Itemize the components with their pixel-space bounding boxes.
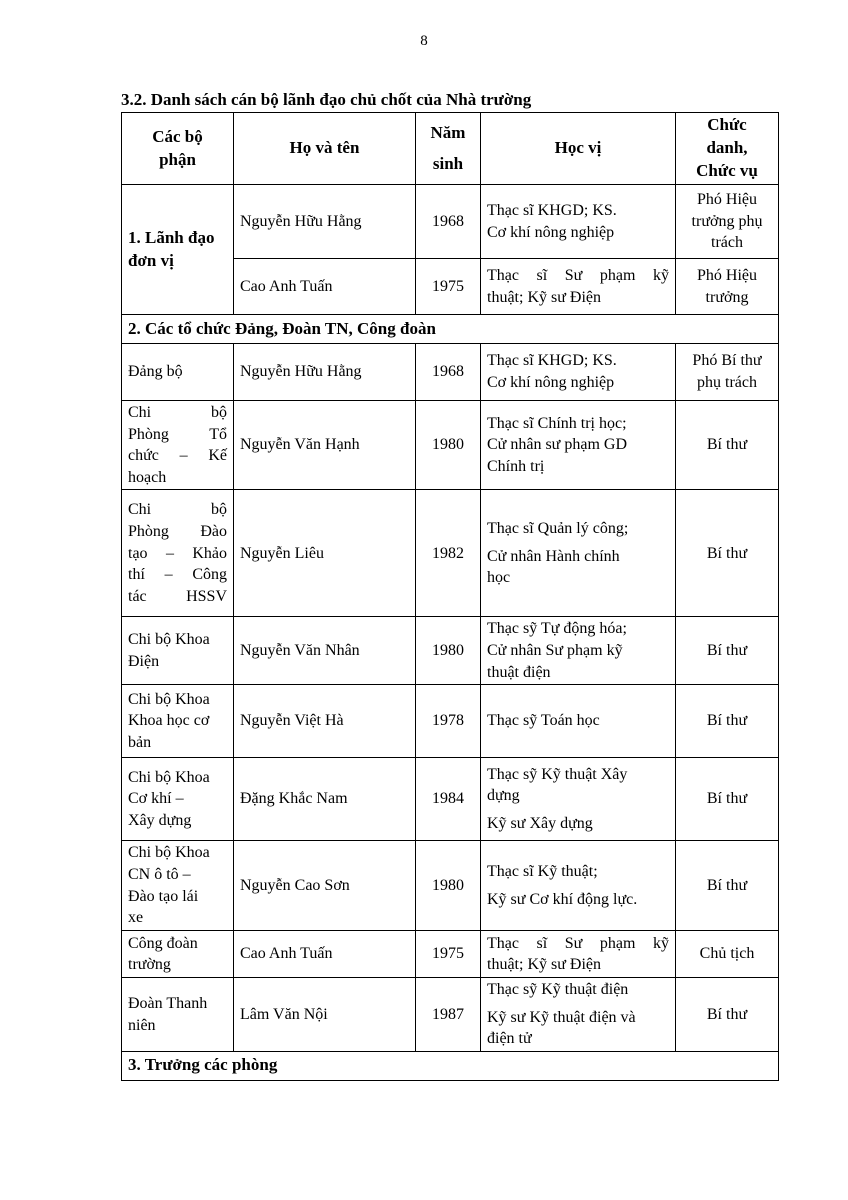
birth-year: 1984 (416, 758, 481, 841)
group-header-row (122, 315, 779, 344)
table-row (122, 931, 779, 978)
position-title: Bí thư (676, 758, 779, 841)
unit-name: Đoàn Thanh niên (122, 978, 234, 1052)
table-row (122, 490, 779, 617)
table-row (122, 758, 779, 841)
header-year: Năm sinh (416, 113, 481, 185)
degree: Thạc sĩ KHGD; KS. Cơ khí nông nghiệp (481, 185, 676, 259)
position-title: Bí thư (676, 841, 779, 931)
unit-name: Chi bộ Khoa Điện (122, 617, 234, 685)
position-title: Bí thư (676, 617, 779, 685)
unit-name: Chi bộ Phòng Tổ chức – Kế hoạch (122, 401, 234, 490)
leader-name: Nguyễn Văn Hạnh (234, 401, 416, 490)
unit-name: Công đoàn trường (122, 931, 234, 978)
leader-name: Cao Anh Tuấn (234, 931, 416, 978)
birth-year: 1975 (416, 259, 481, 315)
degree: Thạc sĩ Chính trị học; Cử nhân sư phạm GD Chính trị (481, 401, 676, 490)
leader-name: Nguyễn Hữu Hằng (234, 344, 416, 401)
position-title: Chủ tịch (676, 931, 779, 978)
header-unit: Các bộ phận (122, 113, 234, 185)
birth-year: 1987 (416, 978, 481, 1052)
unit-name: Chi bộ Khoa Cơ khí – Xây dựng (122, 758, 234, 841)
table-row (122, 617, 779, 685)
table-row (122, 185, 779, 259)
group-header-row (122, 1051, 779, 1080)
position-title: Phó Bí thư phụ trách (676, 344, 779, 401)
table-row (122, 401, 779, 490)
leaders-table (121, 112, 779, 1081)
leader-name: Nguyễn Liêu (234, 490, 416, 617)
birth-year: 1980 (416, 841, 481, 931)
degree: Thạc sĩ KHGD; KS. Cơ khí nông nghiệp (481, 344, 676, 401)
leader-name: Nguyễn Văn Nhân (234, 617, 416, 685)
degree: Thạc sĩ Sư phạm kỹ thuật; Kỹ sư Điện (481, 931, 676, 978)
degree: Thạc sĩ Sư phạm kỹ thuật; Kỹ sư Điện (481, 259, 676, 315)
leader-name: Nguyễn Việt Hà (234, 685, 416, 758)
unit-name: Chi bộ Khoa Khoa học cơ bản (122, 685, 234, 758)
birth-year: 1975 (416, 931, 481, 978)
position-title: Bí thư (676, 978, 779, 1052)
birth-year: 1968 (416, 344, 481, 401)
birth-year: 1980 (416, 617, 481, 685)
birth-year: 1982 (416, 490, 481, 617)
group1-label: 1. Lãnh đạo đơn vị (122, 185, 234, 315)
position-title: Phó Hiệu trưởng (676, 259, 779, 315)
degree: Thạc sỹ Toán học (481, 685, 676, 758)
group2-label: 2. Các tổ chức Đảng, Đoàn TN, Công đoàn (122, 315, 779, 344)
table-row (122, 344, 779, 401)
unit-name: Chi bộ Khoa CN ô tô – Đào tạo lái xe (122, 841, 234, 931)
table-header-row (122, 113, 779, 185)
table-row (122, 841, 779, 931)
degree: Thạc sỹ Tự động hóa; Cử nhân Sư phạm kỹ thuật điện (481, 617, 676, 685)
leader-name: Lâm Văn Nội (234, 978, 416, 1052)
leader-name: Nguyễn Hữu Hằng (234, 185, 416, 259)
unit-name: Đảng bộ (122, 344, 234, 401)
unit-name: Chi bộ Phòng Đào tạo – Khảo thí – Công tác HSSV (122, 490, 234, 617)
degree: Thạc sỹ Kỹ thuật Xây dựng Kỹ sư Xây dựng (481, 758, 676, 841)
position-title: Phó Hiệu trưởng phụ trách (676, 185, 779, 259)
birth-year: 1980 (416, 401, 481, 490)
header-degree: Học vị (481, 113, 676, 185)
leader-name: Đặng Khắc Nam (234, 758, 416, 841)
page-number: 8 (420, 33, 428, 49)
header-name: Họ và tên (234, 113, 416, 185)
section-title: 3.2. Danh sách cán bộ lãnh đạo chủ chốt của Nhà trường (121, 90, 532, 109)
leader-name: Cao Anh Tuấn (234, 259, 416, 315)
leader-name: Nguyễn Cao Sơn (234, 841, 416, 931)
header-title: Chức danh, Chức vụ (676, 113, 779, 185)
position-title: Bí thư (676, 401, 779, 490)
position-title: Bí thư (676, 685, 779, 758)
group3-label: 3. Trưởng các phòng (122, 1051, 779, 1080)
birth-year: 1968 (416, 185, 481, 259)
table-row (122, 685, 779, 758)
degree: Thạc sỹ Kỹ thuật điện Kỹ sư Kỹ thuật điện và điện tử (481, 978, 676, 1052)
degree: Thạc sĩ Quản lý công; Cử nhân Hành chính học (481, 490, 676, 617)
birth-year: 1978 (416, 685, 481, 758)
table-row (122, 978, 779, 1052)
position-title: Bí thư (676, 490, 779, 617)
degree: Thạc sĩ Kỹ thuật; Kỹ sư Cơ khí động lực. (481, 841, 676, 931)
